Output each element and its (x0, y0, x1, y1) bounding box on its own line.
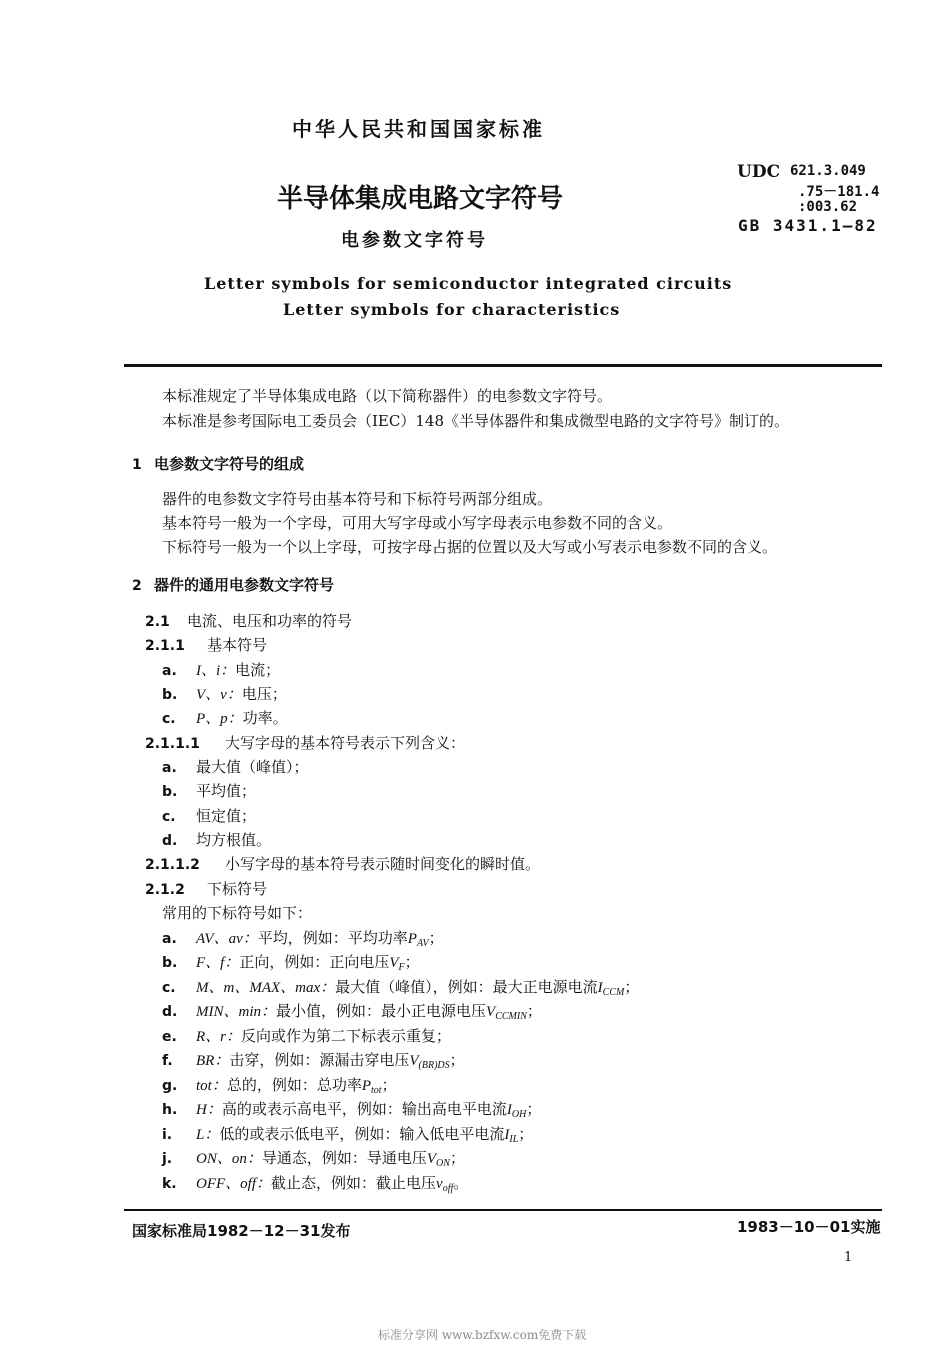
item-text: 平均，例如：平均功率 (257, 929, 408, 947)
list-label: c. (162, 711, 176, 727)
subscript-item (162, 1026, 451, 1047)
list-label: i. (162, 1127, 173, 1143)
national-standard-label: 中华人民共和国国家标准 (292, 117, 545, 141)
item-text: 总的，例如：总功率 (226, 1076, 362, 1094)
section-2-1-number: 2.1 (145, 614, 170, 630)
list-label: a. (162, 931, 177, 947)
section-2-1-2-title: 下标符号 (207, 880, 268, 898)
item-text: 正向，例如：正向电压 (239, 953, 390, 971)
punctuation: ； (518, 1125, 534, 1143)
list-label: k. (162, 1176, 177, 1192)
example-symbol: V (409, 1053, 419, 1069)
example-symbol: I (504, 1127, 510, 1143)
section-2-number: 2 (132, 578, 142, 594)
subscript-item (162, 1075, 397, 1101)
udc-code-3: :003.62 (798, 199, 858, 215)
example-symbol: I (506, 1102, 512, 1118)
effective-date: 1983－10－01实施 (737, 1218, 881, 1236)
udc-code-2: .75－181.4 (798, 184, 880, 200)
title-en-2: Letter symbols for characteristics (283, 300, 621, 319)
section-2-1-heading (145, 611, 352, 632)
symbol: I、i： (196, 663, 236, 679)
list-label: b. (162, 687, 178, 703)
example-subscript: ON (436, 1158, 450, 1169)
watermark-text: 标准分享网 www.bzfxw.com免费下载 (378, 1328, 587, 1342)
section-2-1-1-2-number: 2.1.1.2 (145, 857, 200, 873)
section-2-heading (132, 575, 334, 596)
list-label: b. (162, 955, 178, 971)
list-label: f. (162, 1053, 173, 1069)
symbol: H： (196, 1102, 222, 1118)
item-text: 功率。 (242, 709, 288, 727)
punctuation: 。 (453, 1174, 469, 1192)
issue-date: 国家标准局1982－12－31发布 (132, 1222, 351, 1240)
symbol: AV、av： (196, 931, 258, 947)
section-2-1-1-2-title: 小写字母的基本符号表示随时间变化的瞬时值。 (225, 855, 541, 873)
symbol: BR： (196, 1053, 230, 1069)
symbol: L： (196, 1127, 220, 1143)
list-label: b. (162, 784, 178, 800)
subscript-intro: 常用的下标符号如下： (162, 904, 313, 922)
section-2-1-2-heading (145, 879, 267, 900)
item-text: 电压； (241, 685, 287, 703)
punctuation: ； (526, 1100, 542, 1118)
list-label: d. (162, 833, 178, 849)
item-text: 最小值，例如：最小正电源电压 (276, 1002, 487, 1020)
subtitle-cn: 电参数文字符号 (341, 230, 488, 251)
list-label: e. (162, 1029, 177, 1045)
example-subscript: CCM (602, 987, 625, 998)
example-subscript: CCMIN (495, 1011, 527, 1022)
list-label: c. (162, 980, 176, 996)
section-2-1-1-title: 基本符号 (207, 636, 268, 654)
section-1-paragraph-2: 基本符号一般为一个字母，可用大写字母或小写字母表示电参数不同的含义。 (162, 514, 673, 532)
section-1-number: 1 (132, 457, 142, 473)
subscript-item (162, 928, 444, 954)
upper-item (162, 806, 256, 827)
section-2-1-title: 电流、电压和功率的符号 (187, 612, 353, 630)
item-text: 电流； (235, 661, 281, 679)
item-text: 击穿，例如：源漏击穿电压 (229, 1051, 410, 1069)
list-label: g. (162, 1078, 178, 1094)
section-2-1-1-1-title: 大写字母的基本符号表示下列含义： (225, 734, 466, 752)
punctuation: ； (404, 953, 420, 971)
list-label: d. (162, 1004, 178, 1020)
page-number: 1 (844, 1250, 853, 1265)
subscript-item (162, 1001, 542, 1027)
subscript-item (162, 1050, 465, 1076)
subscript-item (162, 1099, 541, 1125)
section-2-title: 器件的通用电参数文字符号 (154, 576, 335, 594)
punctuation: ； (526, 1002, 542, 1020)
symbol: R、r： (196, 1029, 242, 1045)
section-2-1-1-2-heading (145, 854, 540, 875)
symbol: MIN、min： (196, 1004, 276, 1020)
title-en-1: Letter symbols for semiconductor integrated circuits (204, 274, 733, 293)
item-text: 最大值（峰值）； (196, 758, 309, 776)
symbol: F、f： (196, 955, 240, 971)
punctuation: ； (381, 1076, 397, 1094)
gb-code: GB 3431.1—82 (738, 216, 878, 235)
basic-item (162, 660, 280, 681)
section-1-heading (132, 454, 304, 475)
header-divider (124, 364, 882, 367)
upper-item (162, 781, 256, 802)
section-2-1-1-number: 2.1.1 (145, 638, 185, 654)
list-label: j. (162, 1151, 173, 1167)
example-subscript: off (442, 1183, 454, 1194)
list-label: a. (162, 663, 177, 679)
subscript-item (162, 1148, 465, 1174)
title-cn: 半导体集成电路文字符号 (277, 184, 564, 214)
basic-item (162, 708, 288, 729)
list-label: a. (162, 760, 177, 776)
subscript-item (162, 952, 420, 978)
punctuation: ； (428, 929, 444, 947)
item-text: 最大值（峰值），例如：最大正电源电流 (335, 978, 598, 996)
udc-label: UDC (737, 162, 781, 182)
example-symbol: V (486, 1004, 496, 1020)
section-2-1-1-1-heading (145, 733, 465, 754)
list-label: c. (162, 809, 176, 825)
example-symbol: P (361, 1078, 372, 1094)
item-text: 平均值； (196, 782, 257, 800)
example-symbol: P (407, 931, 417, 947)
example-subscript: tot (371, 1085, 382, 1096)
example-symbol: v (436, 1176, 443, 1192)
example-subscript: (BR)DS (418, 1060, 450, 1071)
symbol: P、p： (196, 711, 243, 727)
symbol: M、m、MAX、max： (196, 980, 336, 996)
punctuation: ； (449, 1051, 465, 1069)
subscript-item (162, 977, 639, 1003)
example-subscript: IL (509, 1134, 519, 1145)
example-symbol: I (597, 980, 603, 996)
example-symbol: V (426, 1151, 437, 1167)
punctuation: ； (624, 978, 640, 996)
section-2-1-2-number: 2.1.2 (145, 882, 185, 898)
upper-item (162, 757, 309, 778)
item-text: 低的或表示低电平，例如：输入低电平电流 (219, 1125, 505, 1143)
punctuation: ； (449, 1149, 465, 1167)
section-2-1-1-heading (145, 635, 267, 656)
intro-paragraph-2: 本标准是参考国际电工委员会（IEC）148《半导体器件和集成微型电路的文字符号》制订的。 (162, 412, 789, 430)
upper-item (162, 830, 271, 851)
example-subscript: F (398, 962, 405, 973)
intro-paragraph-1: 本标准规定了半导体集成电路（以下简称器件）的电参数文字符号。 (162, 387, 613, 405)
subscript-item (162, 1173, 468, 1199)
symbol: tot： (196, 1078, 227, 1094)
section-1-title: 电参数文字符号的组成 (154, 455, 305, 473)
section-1-paragraph-1: 器件的电参数文字符号由基本符号和下标符号两部分组成。 (162, 490, 553, 508)
example-symbol: V (389, 955, 399, 971)
basic-item (162, 684, 287, 705)
item-text: 导通态，例如：导通电压 (261, 1149, 427, 1167)
item-text: 反向或作为第二下标表示重复； (241, 1027, 452, 1045)
symbol: ON、on： (196, 1151, 262, 1167)
item-text: 截止态，例如：截止电压 (271, 1174, 437, 1192)
udc-code-1: 621.3.049 (790, 163, 866, 179)
symbol: V、v： (196, 687, 242, 703)
subscript-item (162, 1124, 533, 1150)
item-text: 均方根值。 (196, 831, 272, 849)
section-2-1-1-1-number: 2.1.1.1 (145, 736, 200, 752)
example-subscript: AV (416, 938, 429, 949)
item-text: 高的或表示高电平，例如：输出高电平电流 (221, 1100, 507, 1118)
list-label: h. (162, 1102, 178, 1118)
item-text: 恒定值； (196, 807, 257, 825)
example-subscript: OH (511, 1109, 527, 1120)
footer-divider (124, 1209, 882, 1211)
section-1-paragraph-3: 下标符号一般为一个以上字母，可按字母占据的位置以及大写或小写表示电参数不同的含义。 (162, 538, 778, 556)
symbol: OFF、off： (196, 1176, 271, 1192)
